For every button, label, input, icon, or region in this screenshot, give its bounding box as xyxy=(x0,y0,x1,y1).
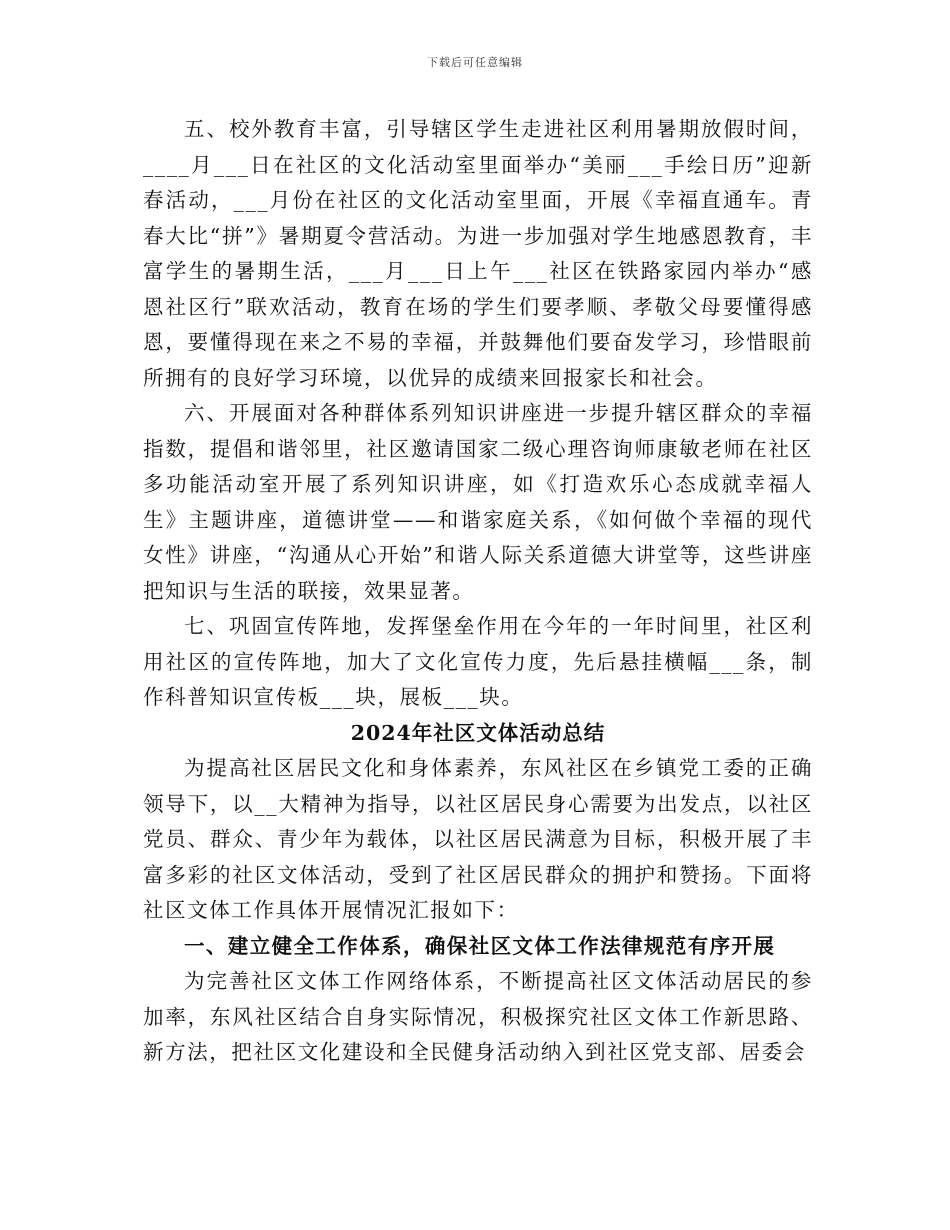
page-header-note: 下载后可任意编辑 xyxy=(427,56,523,69)
section-title: 2024年社区文体活动总结 xyxy=(350,720,606,745)
paragraph-item-5: 五、校外教育丰富，引导辖区学生走进社区利用暑期放假时间，____月___日在社区的文化活动室里面举办“美丽___手绘日历”迎新春活动，___月份在社区的文化活动室里面，开展《幸福直通车。青春大比“拼”》暑期夏令营活动。为进一步加强对学生地感恩教育，丰富学生的暑期生活，___月___日上午___社区在铁路家园内举办“感恩社区行”联欢活动，教育在场的学生们要孝顺、孝敬父母要懂得感恩，要懂得现在来之不易的幸福，并鼓舞他们要奋发学习，珍惜眼前所拥有的良好学习环境，以优异的成绩来回报家长和社会。 xyxy=(143,117,813,390)
paragraph-last: 为完善社区文体工作网络体系，不断提高社区文体活动居民的参加率，东风社区结合自身实际情况，积极探究社区文体工作新思路、新方法，把社区文化建设和全民健身活动纳入到社区党支部、居委会 xyxy=(143,969,813,1064)
subsection-heading-1: 一、建立健全工作体系，确保社区文体工作法律规范有序开展 xyxy=(184,933,776,958)
paragraph-item-7: 七、巩固宣传阵地，发挥堡垒作用在今年的一年时间里，社区利用社区的宣传阵地，加大了文化宣传力度，先后悬挂横幅___条，制作科普知识宣传板___块，展板___块。 xyxy=(143,614,813,709)
document-body xyxy=(143,112,813,1071)
paragraph-item-6: 六、开展面对各种群体系列知识讲座进一步提升辖区群众的幸福指数，提倡和谐邻里，社区邀请国家二级心理咨询师康敏老师在社区多功能活动室开展了系列知识讲座，如《打造欢乐心态成就幸福人生》主题讲座，道德讲堂——和谐家庭关系，《如何做个幸福的现代女性》讲座，“沟通从心开始”和谐人际关系道德大讲堂等，这些讲座把知识与生活的联接，效果显著。 xyxy=(143,401,813,603)
intro-paragraph: 为提高社区居民文化和身体素养，东风社区在乡镇党工委的正确领导下，以__大精神为指导，以社区居民身心需要为出发点，以社区党员、群众、青少年为载体，以社区居民满意为目标，积极开展了丰富多彩的社区文体活动，受到了社区居民群众的拥护和赞扬。下面将社区文体工作具体开展情况汇报如下： xyxy=(143,756,813,922)
